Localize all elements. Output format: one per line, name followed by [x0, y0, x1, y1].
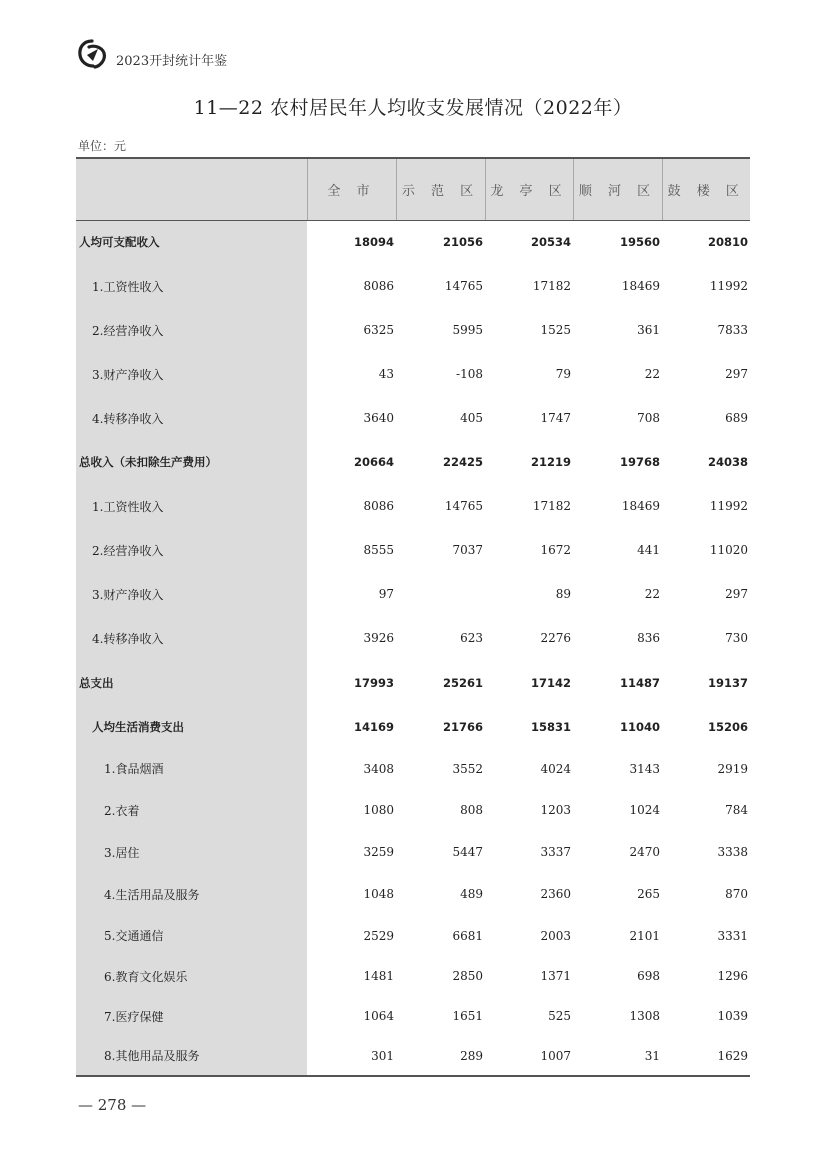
value-cell: 7037 — [452, 543, 483, 557]
value-cell: 1371 — [540, 969, 571, 983]
row-label: 7.医疗保健 — [76, 996, 307, 1036]
value-cell: 301 — [307, 1036, 396, 1076]
value-cell: 441 — [637, 543, 660, 557]
value-cell: 22 — [644, 587, 660, 601]
table-row — [76, 220, 750, 264]
row-label: 3.财产净收入 — [76, 352, 307, 396]
value-cell: 24038 — [707, 455, 748, 469]
value-cell: 808 — [460, 803, 483, 817]
value-cell: 870 — [725, 887, 748, 901]
row-label: 2.衣着 — [76, 789, 307, 831]
value-cell: 2529 — [363, 928, 394, 943]
value-cell: 5447 — [452, 845, 483, 859]
value-cell: 15831 — [530, 720, 571, 734]
header-cell-gulou: 鼓 楼 区 — [662, 158, 750, 220]
value-cell: 3259 — [363, 845, 394, 859]
table-row — [76, 748, 750, 789]
row-label: 1.食品烟酒 — [76, 748, 307, 789]
header-cell-longting: 龙 亭 区 — [485, 158, 573, 220]
value-cell: 836 — [637, 631, 660, 645]
value-cell: 18094 — [353, 235, 394, 250]
value-cell: 3640 — [363, 411, 394, 425]
table-row — [76, 572, 750, 616]
value-cell: 20534 — [530, 235, 571, 250]
value-cell: 2360 — [540, 887, 571, 901]
value-cell: 7833 — [717, 323, 748, 337]
header-cell-city: 全 市 — [307, 158, 396, 220]
value-cell: 17182 — [532, 279, 571, 293]
value-cell: 1039 — [717, 1009, 748, 1023]
value-cell: 1296 — [717, 969, 748, 983]
value-cell: 2919 — [717, 761, 748, 776]
row-label: 2.经营净收入 — [76, 528, 307, 572]
value-cell: 1747 — [540, 411, 571, 425]
value-cell: 31 — [573, 1036, 662, 1076]
value-cell: 21219 — [530, 455, 571, 469]
value-cell: 1007 — [485, 1036, 573, 1076]
value-cell: 11992 — [709, 499, 748, 513]
value-cell: 489 — [460, 887, 483, 901]
table-row — [76, 528, 750, 572]
value-cell: 2003 — [540, 928, 571, 943]
value-cell: 19137 — [707, 676, 748, 690]
value-cell: 20664 — [353, 455, 394, 469]
value-cell: 79 — [555, 367, 571, 381]
value-cell: 1672 — [540, 543, 571, 557]
table-row — [76, 1036, 750, 1076]
value-cell: 1064 — [363, 1009, 394, 1023]
row-label: 总支出 — [76, 660, 307, 706]
header-cell-shunhe: 顺 河 区 — [573, 158, 662, 220]
value-cell: 730 — [725, 631, 748, 645]
yearbook-logo-icon — [76, 38, 108, 70]
table-title: 11—22 农村居民年人均收支发展情况（2022年） — [193, 97, 633, 119]
table-row — [76, 616, 750, 660]
value-cell: 1525 — [540, 323, 571, 337]
value-cell: 17142 — [530, 676, 571, 690]
value-cell: 361 — [637, 323, 660, 337]
value-cell: 698 — [637, 969, 660, 983]
value-cell: 1048 — [363, 887, 394, 901]
row-label: 4.转移净收入 — [76, 616, 307, 660]
page-number: — 278 — — [78, 1096, 147, 1114]
table-row — [76, 706, 750, 748]
row-label: 人均可支配收入 — [76, 220, 307, 264]
row-label: 4.转移净收入 — [76, 396, 307, 440]
yearbook-name: 2023开封统计年鉴 — [116, 54, 228, 69]
value-cell: 19560 — [619, 235, 660, 250]
value-cell: 25261 — [442, 676, 483, 690]
table-row — [76, 831, 750, 873]
row-label: 3.财产净收入 — [76, 572, 307, 616]
value-cell: 18469 — [621, 499, 660, 513]
value-cell: 3143 — [629, 761, 660, 776]
row-label: 5.交通通信 — [76, 915, 307, 956]
row-label: 6.教育文化娱乐 — [76, 956, 307, 996]
value-cell: 3338 — [717, 845, 748, 859]
income-expenditure-table — [76, 157, 750, 1077]
value-cell: 3337 — [540, 845, 571, 859]
value-cell: 289 — [396, 1036, 485, 1076]
table-header-row — [76, 158, 750, 220]
row-label: 2.经营净收入 — [76, 308, 307, 352]
row-label: 3.居住 — [76, 831, 307, 873]
value-cell: 97 — [378, 587, 394, 601]
value-cell: 4024 — [540, 761, 571, 776]
table-row — [76, 396, 750, 440]
value-cell: 297 — [725, 367, 748, 381]
row-label: 1.工资性收入 — [76, 484, 307, 528]
value-cell: 17993 — [353, 676, 394, 690]
value-cell: 22 — [644, 367, 660, 381]
value-cell: 3552 — [452, 761, 483, 776]
table-row — [76, 440, 750, 484]
value-cell: 20810 — [707, 235, 748, 250]
value-cell: 784 — [725, 803, 748, 817]
table-row — [76, 264, 750, 308]
value-cell: 1651 — [452, 1009, 483, 1023]
value-cell: 43 — [378, 367, 394, 381]
value-cell: 2276 — [540, 631, 571, 645]
value-cell: 708 — [637, 411, 660, 425]
value-cell: 21766 — [442, 720, 483, 734]
table-row — [76, 996, 750, 1036]
value-cell: 623 — [460, 631, 483, 645]
value-cell: 17182 — [532, 499, 571, 513]
value-cell: 3408 — [363, 761, 394, 776]
value-cell: 8086 — [363, 279, 394, 293]
unit-label: 单位：元 — [78, 139, 127, 153]
value-cell: 405 — [460, 411, 483, 425]
value-cell: 2850 — [452, 969, 483, 983]
value-cell: 1308 — [629, 1009, 660, 1023]
table-row — [76, 308, 750, 352]
value-cell: 18469 — [621, 279, 660, 293]
value-cell: 689 — [725, 411, 748, 425]
table-row — [76, 789, 750, 831]
value-cell: 1481 — [363, 969, 394, 983]
value-cell: 11992 — [709, 279, 748, 293]
value-cell: -108 — [456, 367, 483, 381]
value-cell: 2101 — [629, 928, 660, 943]
value-cell: 8555 — [363, 543, 394, 557]
value-cell: 11020 — [709, 543, 748, 557]
value-cell: 14765 — [444, 499, 483, 513]
table-row — [76, 484, 750, 528]
value-cell: 14169 — [353, 720, 394, 734]
value-cell: 6681 — [452, 928, 483, 943]
value-cell: 3331 — [717, 928, 748, 943]
table-row — [76, 873, 750, 915]
value-cell: 14765 — [444, 279, 483, 293]
table-row — [76, 956, 750, 996]
header-cell-demo-zone: 示 范 区 — [396, 158, 485, 220]
value-cell: 1203 — [540, 803, 571, 817]
table-row — [76, 352, 750, 396]
value-cell: 2470 — [629, 845, 660, 859]
value-cell: 5995 — [452, 323, 483, 337]
row-label: 1.工资性收入 — [76, 264, 307, 308]
row-label: 4.生活用品及服务 — [76, 873, 307, 915]
value-cell: 1629 — [662, 1036, 750, 1076]
value-cell: 3926 — [363, 631, 394, 645]
value-cell — [396, 572, 485, 616]
value-cell: 15206 — [707, 720, 748, 734]
table-row — [76, 660, 750, 706]
value-cell: 19768 — [619, 455, 660, 469]
value-cell: 6325 — [363, 323, 394, 337]
value-cell: 22425 — [442, 455, 483, 469]
value-cell: 525 — [548, 1009, 571, 1023]
value-cell: 11040 — [619, 720, 660, 734]
value-cell: 1024 — [629, 803, 660, 817]
value-cell: 11487 — [619, 676, 660, 690]
value-cell: 89 — [555, 587, 571, 601]
row-label: 总收入（未扣除生产费用） — [76, 440, 307, 484]
row-label: 人均生活消费支出 — [76, 706, 307, 748]
value-cell: 8086 — [363, 499, 394, 513]
table-row — [76, 915, 750, 956]
value-cell: 1080 — [363, 803, 394, 817]
value-cell: 265 — [637, 887, 660, 901]
row-label: 8.其他用品及服务 — [76, 1036, 307, 1076]
value-cell: 21056 — [442, 235, 483, 250]
value-cell: 297 — [725, 587, 748, 601]
header-cell-item — [76, 158, 307, 220]
